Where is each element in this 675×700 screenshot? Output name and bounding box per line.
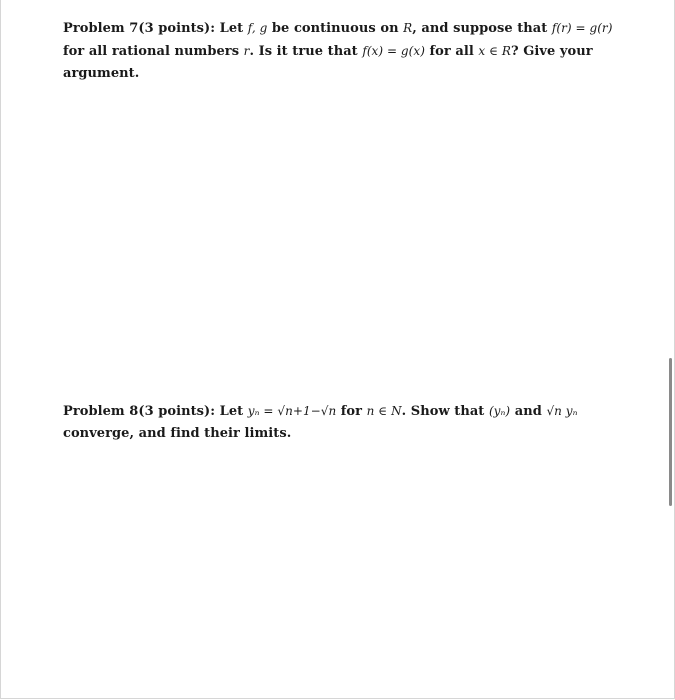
problem-8-segment: Let: [215, 404, 248, 419]
problem-8-title: Problem 8(3 points):: [63, 404, 216, 419]
problem-8-text: [63, 400, 615, 445]
math-expression: yₙ = √n+1−√n: [247, 404, 337, 418]
problem-7-segment: . Is it true that: [249, 44, 363, 59]
problem-7-text: [63, 17, 615, 85]
math-expression: √n yₙ: [546, 404, 578, 418]
scrollbar-thumb[interactable]: [669, 358, 672, 506]
scrollbar[interactable]: [667, 0, 673, 700]
problem-8-segment: converge, and find their limits.: [63, 426, 292, 441]
problem-8-segment: for: [336, 404, 367, 419]
problem-7-segment: for all: [424, 44, 479, 59]
problem-7-segment: for all rational numbers: [63, 44, 244, 59]
math-expression: r: [243, 44, 250, 58]
math-expression: x ∈ R: [478, 44, 511, 58]
problem-8-segment: . Show that: [401, 404, 489, 419]
math-expression: f(x) = g(x): [362, 44, 425, 58]
math-expression: f, g: [247, 21, 268, 35]
math-expression: n ∈ N: [366, 404, 402, 418]
math-expression: f(r) = g(r): [551, 21, 613, 35]
problem-7-title: Problem 7(3 points):: [63, 21, 216, 36]
problem-7-segment: be continuous on: [267, 21, 404, 36]
problem-7-segment: ? Give your argument.: [63, 44, 593, 81]
math-expression: (yₙ): [488, 404, 511, 418]
problem-8-segment: and: [510, 404, 547, 419]
problem-7-segment: , and suppose that: [412, 21, 552, 36]
math-expression: R: [403, 21, 413, 35]
problem-7-segment: Let: [215, 21, 248, 36]
